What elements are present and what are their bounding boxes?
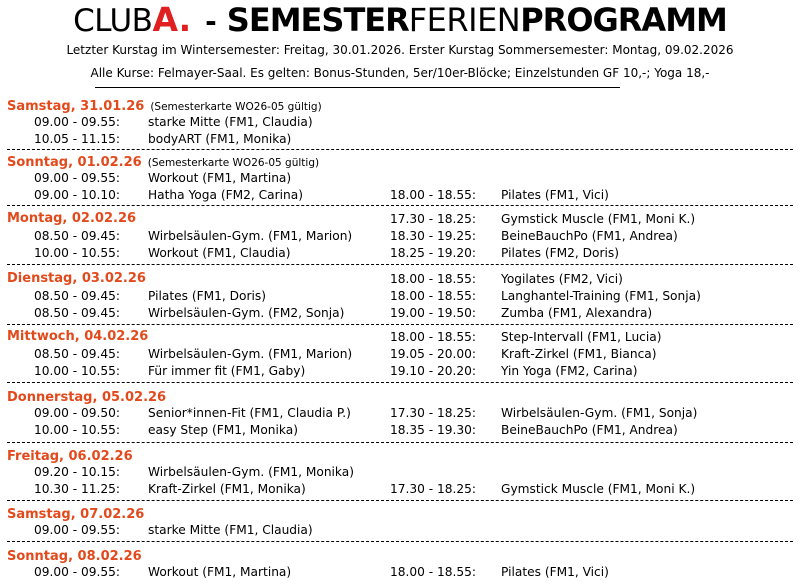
day-block: [7, 504, 793, 539]
schedule-row: [7, 131, 793, 148]
course-time: 09.00 - 10.10:: [34, 188, 121, 202]
course-time: 10.00 - 10.55:: [34, 246, 121, 260]
course-name: Für immer fit (FM1, Gaby): [148, 364, 306, 378]
course-name: Pilates (FM1, Doris): [148, 289, 266, 303]
course-name: Hatha Yoga (FM2, Carina): [148, 188, 303, 202]
course-time: 18.00 - 18.55:: [390, 272, 477, 286]
day-name: Samstag, 07.02.26: [7, 507, 145, 522]
day-block: [7, 96, 793, 148]
course-time: 17.30 - 18.25:: [390, 212, 477, 226]
course-name: Senior*innen-Fit (FM1, Claudia P.): [148, 406, 351, 420]
day-block: [7, 328, 793, 380]
course-name: Workout (FM1, Martina): [148, 565, 292, 579]
schedule-row: [7, 228, 793, 245]
course-name: Wirbelsäulen-Gym. (FM2, Sonja): [148, 306, 345, 320]
schedule-row: [7, 464, 793, 481]
course-time: 19.00 - 19.50:: [390, 306, 477, 320]
course-time: 09.20 - 10.15:: [34, 465, 121, 479]
course-name: Pilates (FM1, Vici): [501, 565, 609, 579]
schedule-row: [7, 170, 793, 187]
course-name: BeineBauchPo (FM1, Andrea): [501, 423, 678, 437]
day-name: Sonntag, 01.02.26: [7, 155, 142, 170]
course-name: BeineBauchPo (FM1, Andrea): [501, 229, 678, 243]
day-block: [7, 546, 793, 581]
day-separator: [7, 442, 793, 443]
schedule-row: [7, 481, 793, 498]
day-block: [7, 446, 793, 498]
course-name: starke Mitte (FM1, Claudia): [148, 523, 313, 537]
schedule-row: [7, 405, 793, 422]
header-rule: [95, 87, 620, 88]
schedule-row: [7, 114, 793, 131]
schedule-row: [7, 305, 793, 322]
course-time: 09.00 - 09.55:: [34, 565, 121, 579]
course-time: 08.50 - 09.45:: [34, 289, 121, 303]
day-block: [7, 210, 793, 262]
schedule-row: [7, 245, 793, 262]
day-name: Dienstag, 03.02.26: [7, 271, 146, 286]
day-separator: [7, 264, 793, 265]
course-name: Wirbelsäulen-Gym. (FM1, Monika): [148, 465, 355, 479]
course-time: 18.25 - 19.20:: [390, 246, 477, 260]
day-block: [7, 387, 793, 439]
title-ferien: FERIEN: [408, 1, 521, 39]
course-name: Wirbelsäulen-Gym. (FM1, Marion): [148, 229, 353, 243]
course-time: 18.00 - 18.55:: [390, 289, 477, 303]
logo-club: CLUB: [73, 3, 153, 39]
course-time: 10.05 - 11.15:: [34, 132, 121, 146]
course-time: 09.00 - 09.50:: [34, 406, 121, 420]
schedule-row: [7, 346, 793, 363]
day-separator: [7, 324, 793, 325]
course-name: Workout (FM1, Claudia): [148, 246, 291, 260]
day-separator: [7, 541, 793, 542]
course-name: Pilates (FM1, Vici): [501, 188, 609, 202]
course-name: starke Mitte (FM1, Claudia): [148, 115, 313, 129]
course-name: Workout (FM1, Martina): [148, 171, 292, 185]
day-block: [7, 270, 793, 322]
title-programm: PROGRAMM: [520, 1, 727, 39]
course-time: 18.00 - 18.55:: [390, 330, 477, 344]
course-time: 08.50 - 09.45:: [34, 306, 121, 320]
course-time: 18.35 - 19.30:: [390, 423, 477, 437]
day-name: Mittwoch, 04.02.26: [7, 329, 149, 344]
schedule-row: [7, 288, 793, 305]
schedule-row: [7, 363, 793, 380]
course-name: Yogilates (FM2, Vici): [501, 272, 623, 286]
semester-dates: Letzter Kurstag im Wintersemester: Freitag, 30.01.2026. Erster Kurstag Sommersemester: Montag, 09.02.2026: [66, 43, 734, 57]
course-time: 17.30 - 18.25:: [390, 482, 477, 496]
course-time: 18.00 - 18.55:: [390, 188, 477, 202]
course-time: 17.30 - 18.25:: [390, 406, 477, 420]
course-time: 10.00 - 10.55:: [34, 423, 121, 437]
course-name: Gymstick Muscle (FM1, Moni K.): [501, 482, 696, 496]
course-time: 19.05 - 20.00:: [390, 347, 477, 361]
day-name: Freitag, 06.02.26: [7, 449, 133, 464]
title-dash: -: [205, 5, 217, 38]
schedule-row: [7, 422, 793, 439]
course-name: Kraft-Zirkel (FM1, Monika): [148, 482, 306, 496]
course-time: 08.50 - 09.45:: [34, 229, 121, 243]
course-name: Wirbelsäulen-Gym. (FM1, Sonja): [501, 406, 698, 420]
course-info: Alle Kurse: Felmayer-Saal. Es gelten: Bonus-Stunden, 5er/10er-Blöcke; Einzelstunden GF 10,-; Yoga 18,-: [90, 66, 710, 80]
course-time: 18.30 - 19.25:: [390, 229, 477, 243]
course-time: 19.10 - 20.20:: [390, 364, 477, 378]
day-separator: [7, 500, 793, 501]
course-name: Yin Yoga (FM2, Carina): [501, 364, 638, 378]
course-name: easy Step (FM1, Monika): [148, 423, 298, 437]
day-note: (Semesterkarte WO26-05 gültig): [147, 157, 320, 169]
course-name: Wirbelsäulen-Gym. (FM1, Marion): [148, 347, 353, 361]
course-name: Pilates (FM2, Doris): [501, 246, 619, 260]
course-time: 10.30 - 11.25:: [34, 482, 121, 496]
day-separator: [7, 382, 793, 383]
course-name: Kraft-Zirkel (FM1, Bianca): [501, 347, 657, 361]
day-separator: [7, 205, 793, 206]
course-name: Step-Intervall (FM1, Lucia): [501, 330, 662, 344]
course-time: 08.50 - 09.45:: [34, 347, 121, 361]
course-time: 09.00 - 09.55:: [34, 523, 121, 537]
day-separator: [7, 149, 793, 150]
course-name: bodyART (FM1, Monika): [148, 132, 292, 146]
logo-a: A.: [152, 0, 192, 39]
day-note: (Semesterkarte WO26-05 gültig): [150, 101, 322, 113]
schedule-row: [7, 522, 793, 539]
course-time: 09.00 - 09.55:: [34, 171, 121, 185]
day-name: Sonntag, 08.02.26: [7, 549, 142, 564]
page-title: [0, 0, 800, 40]
course-time: 18.00 - 18.55:: [390, 565, 477, 579]
schedule-row: [7, 564, 793, 581]
course-name: Langhantel-Training (FM1, Sonja): [501, 289, 701, 303]
day-block: [7, 152, 793, 204]
day-name: Samstag, 31.01.26: [7, 99, 145, 114]
course-time: 09.00 - 09.55:: [34, 115, 121, 129]
title-semester: SEMESTER: [226, 1, 409, 39]
day-name: Donnerstag, 05.02.26: [7, 390, 167, 405]
course-name: Gymstick Muscle (FM1, Moni K.): [501, 212, 696, 226]
course-name: Zumba (FM1, Alexandra): [501, 306, 653, 320]
course-time: 10.00 - 10.55:: [34, 364, 121, 378]
day-name: Montag, 02.02.26: [7, 211, 137, 226]
schedule-row: [7, 187, 793, 204]
